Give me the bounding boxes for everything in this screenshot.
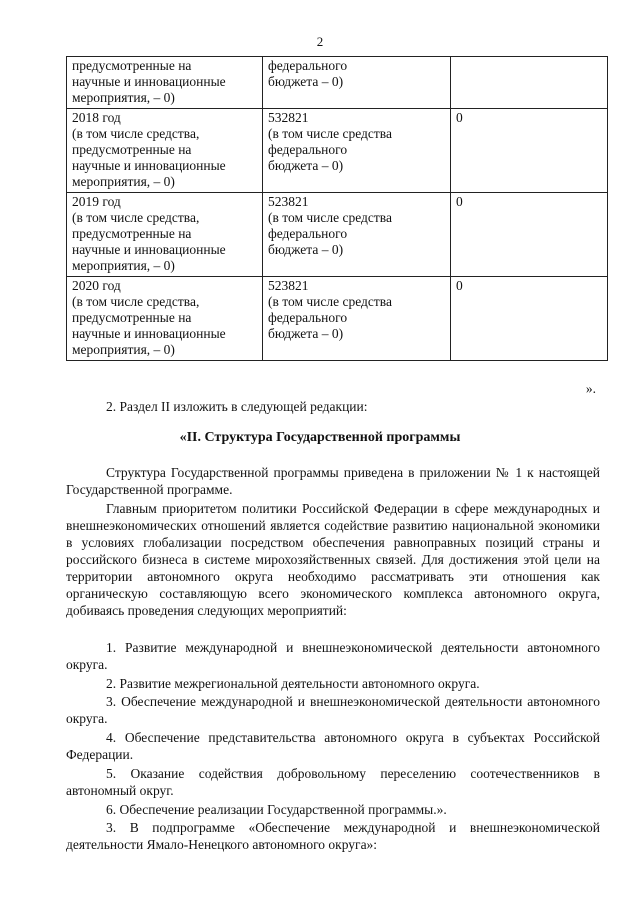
cell-text: федерального xyxy=(268,226,348,241)
table-row xyxy=(67,193,608,277)
table-cell xyxy=(67,193,263,277)
page-number: 2 xyxy=(316,34,324,49)
table-cell xyxy=(263,277,451,361)
cell-text: 2019 год xyxy=(72,194,121,209)
cell-text: научные и инновационные xyxy=(72,242,226,257)
cell-text: (в том числе средства xyxy=(268,126,392,141)
cell-text: 523821 xyxy=(268,278,309,293)
cell-text: федерального xyxy=(268,310,348,325)
cell-text: бюджета – 0) xyxy=(268,74,344,89)
cell-text: (в том числе средства, xyxy=(72,210,200,225)
cell-text: мероприятия, – 0) xyxy=(72,258,175,273)
cell-text: 0 xyxy=(456,110,463,125)
paragraph-structure: Структура Государственной программы приведена в приложении № 1 к настоящей Государственной программе. xyxy=(66,465,600,497)
cell-text: (в том числе средства xyxy=(268,210,392,225)
measure-item: 3. Обеспечение международной и внешнеэкономической деятельности автономного округа. xyxy=(66,694,600,726)
table-cell xyxy=(263,193,451,277)
measure-item: 2. Развитие межрегиональной деятельности автономного округа. xyxy=(106,676,480,691)
budget-table xyxy=(66,56,608,361)
cell-text: мероприятия, – 0) xyxy=(72,174,175,189)
section-heading: «II. Структура Государственной программы xyxy=(179,430,461,445)
table-row xyxy=(67,57,608,109)
cell-text: (в том числе средства, xyxy=(72,294,200,309)
closing-quote: ». xyxy=(585,381,596,396)
cell-text: 0 xyxy=(456,278,463,293)
cell-text: бюджета – 0) xyxy=(268,158,344,173)
cell-text: предусмотренные на xyxy=(72,142,192,157)
cell-text: мероприятия, – 0) xyxy=(72,90,175,105)
table-cell xyxy=(451,193,608,277)
cell-text: федерального xyxy=(268,58,348,73)
cell-text: 2018 год xyxy=(72,110,121,125)
measure-item: 1. Развитие международной и внешнеэкономической деятельности автономного округа. xyxy=(66,640,600,672)
budget-table-body xyxy=(67,57,608,361)
cell-text: 2020 год xyxy=(72,278,121,293)
cell-text: мероприятия, – 0) xyxy=(72,342,175,357)
table-cell xyxy=(67,277,263,361)
measure-item: 6. Обеспечение реализации Государственной программы.». xyxy=(106,802,447,817)
cell-text: (в том числе средства xyxy=(268,294,392,309)
cell-text: научные и инновационные xyxy=(72,74,226,89)
item-3-intro: 3. В подпрограмме «Обеспечение международной и внешнеэкономической деятельности Ямало-Ненецкого автономного округа»: xyxy=(66,820,600,852)
cell-text: бюджета – 0) xyxy=(268,326,344,341)
cell-text: 532821 xyxy=(268,110,309,125)
cell-text: бюджета – 0) xyxy=(268,242,344,257)
table-cell xyxy=(67,57,263,109)
table-cell xyxy=(451,109,608,193)
table-cell xyxy=(451,57,608,109)
cell-text: предусмотренные на xyxy=(72,58,192,73)
table-row xyxy=(67,277,608,361)
paragraph-priorities: Главным приоритетом политики Российской Федерации в сфере международных и внешнеэкономических отношений является содействие развитию национальной экономики в условиях глобализации посредством обеспечения равноправных позиций страны и российского бизнеса в системе мирохозяйственных связей. Для достижения этой цели на территории автономного округа необходимо рассматривать эти отношения как органическую составляющую всего экономического комплекса автономного округа, добиваясь проведения следующих мероприятий: xyxy=(66,501,600,618)
cell-text: (в том числе средства, xyxy=(72,126,200,141)
table-cell xyxy=(263,109,451,193)
cell-text: научные и инновационные xyxy=(72,158,226,173)
table-row xyxy=(67,109,608,193)
table-cell xyxy=(67,109,263,193)
cell-text: предусмотренные на xyxy=(72,310,192,325)
measure-item: 4. Обеспечение представительства автономного округа в субъектах Российской Федерации. xyxy=(66,730,600,762)
item-2-intro: 2. Раздел II изложить в следующей редакции: xyxy=(106,399,368,414)
cell-text: предусмотренные на xyxy=(72,226,192,241)
cell-text: 0 xyxy=(456,194,463,209)
cell-text: федерального xyxy=(268,142,348,157)
cell-text: научные и инновационные xyxy=(72,326,226,341)
cell-text: 523821 xyxy=(268,194,309,209)
table-cell xyxy=(263,57,451,109)
measure-item: 5. Оказание содействия добровольному переселению соотечественников в автономный округ. xyxy=(66,766,600,798)
table-cell xyxy=(451,277,608,361)
